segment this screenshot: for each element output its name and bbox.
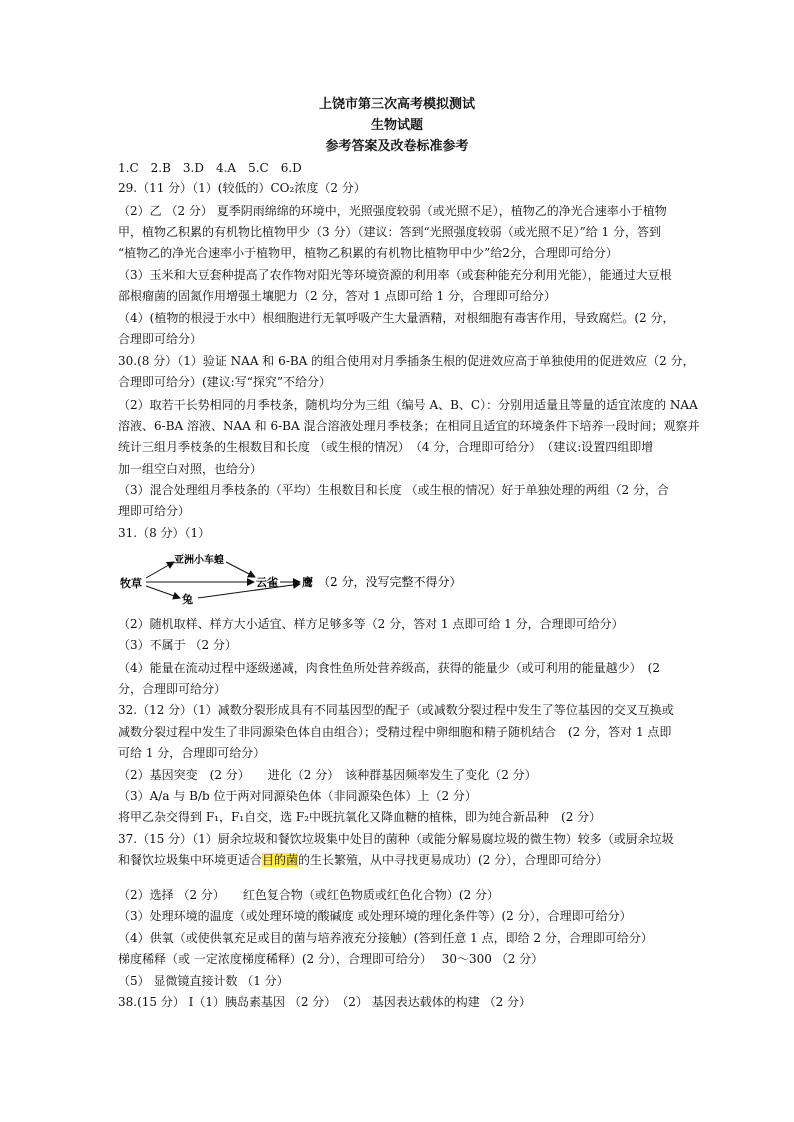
q31-line: 31.（8 分）（1） (118, 526, 211, 540)
q32-line: 32.（12 分）（1）减数分裂形成具有不同基因型的配子（或减数分裂过程中发生了等位基因的交叉互换或 (118, 703, 674, 717)
document-subject: 生物试题 (370, 118, 423, 133)
q29-line: 甲，植物乙积累的有机物比植物甲少（3 分）（建议：答到“光照强度较弱（或光照不足）”给 1 分，答到 (118, 225, 661, 239)
food-web-diagram (118, 552, 478, 606)
node-hawk: 鹰 (302, 576, 313, 589)
q30-line: 理即可给分） (118, 504, 191, 518)
q29-line: “植物乙的净光合速率小于植物甲，植物乙积累的有机物比植物甲中少”给2分，合理即可给分） (118, 246, 618, 260)
q37-line (118, 852, 608, 868)
q37-line: 37.（15 分）（1）厨余垃圾和餐饮垃圾集中处目的菌种（或能分解易腐垃圾的微生物）较多（或厨余垃圾 (118, 832, 674, 846)
q37-text-part: 的生长繁殖，从中寻找更易成功）(2 分），合理即可给分） (298, 853, 609, 867)
q32-line: （3）A/a 与 B/b 位于两对同源染色体（非同源染色体）上（2 分） (118, 789, 477, 803)
q29-line: 合理即可给分） (118, 332, 203, 346)
q37-line: （2）选择 （2 分） 红色复合物（或红色物质或红色化合物）(2 分） (118, 888, 500, 902)
q37-text-part: 和餐饮垃圾集中环境更适合 (118, 853, 263, 867)
highlighted-text: 目的菌 (262, 853, 299, 867)
q32-line: 减数分裂过程中发生了非同源染色体自由组合）；受精过程中卵细胞和精子随机结合 (2 分，答对 1 点即 (118, 725, 672, 739)
q30-line: 溶液、6-BA 溶液、NAA 和 6-BA 混合溶液处理月季枝条；在相同且适宜的环境条件下培养一段时间；观察并 (118, 419, 700, 433)
q29-line: 29.（11 分）（1）(较低的）CO₂浓度（2 分） (118, 181, 366, 195)
q30-line: 加一组空白对照，也给分） (118, 462, 263, 476)
q30-line: 统计三组月季枝条的生根数目和长度 （或生根的情况） （4 分，合理即可给分） （建议:设置四组即增 (118, 440, 654, 454)
mc-answers: 1.C 2.B 3.D 4.A 5.C 6.D (118, 161, 302, 175)
q37-line: （3）处理环境的温度（或处理环境的酸碱度 或处理环境的理化条件等）(2 分），合理即可给分） (118, 909, 632, 923)
q30-line: 合理即可给分）(建议:写“探究”不给分） (118, 375, 331, 389)
q32-line: 可给 1 分，合理即可给分） (118, 746, 266, 760)
q30-line: （2）取若干长势相同的月季枝条，随机均分为三组（编号 A、B、C）：分别用适量且等量的适宜浓度的 NAA (118, 398, 698, 412)
q37-line: （4）供氧（或使供氧充足或目的菌与培养液充分接触）(答到任意 1 点，即给 2 分，合理即可给分） (118, 931, 653, 945)
node-lark: 云雀 (256, 576, 278, 589)
node-grasshopper: 亚洲小车蝗 (174, 555, 224, 566)
food-web-note: （2 分，没写完整不得分） (318, 575, 462, 589)
q32-line: 将甲乙杂交得到 F₁，F₁自交，选 F₂中既抗氧化又降血糖的植株，即为纯合新品种 (2 分） (118, 810, 602, 824)
q31-line: （4）能量在流动过程中逐级递减，肉食性鱼所处营养级高，获得的能量少（或可利用的能量越少） (2 (118, 661, 660, 675)
q31-line: （3）不属于 （2 分） (118, 638, 237, 652)
q37-line: 梯度稀释（或 一定浓度梯度稀释）(2 分），合理即可给分） 30～300 （2 分） (118, 952, 544, 966)
q38-line: 38.(15 分） Ⅰ（1）胰岛素基因 （2 分） （2） 基因表达载体的构建 （2 分） (118, 995, 532, 1009)
q30-line: （3）混合处理组月季枝条的（平均）生根数目和长度 （或生根的情况）好于单独处理的两组（2 分，合 (118, 483, 669, 497)
q31-line: 分，合理即可给分） (118, 682, 227, 696)
node-grass: 牧草 (120, 577, 142, 590)
q29-line: （2）乙 （2 分） 夏季阴雨绵绵的环境中，光照强度较弱（或光照不足），植物乙的净光合速率小于植物 (118, 204, 667, 218)
arrow-grass-grasshopper (146, 562, 174, 578)
arrow-grasshopper-lark (226, 562, 255, 577)
q29-line: （4）(植物的根浸于水中）根细胞进行无氧呼吸产生大量酒精，对根细胞有毒害作用，导致腐烂。(2 分， (118, 311, 675, 325)
document-subtitle: 参考答案及改卷标准参考 (325, 139, 469, 154)
node-rabbit: 兔 (182, 593, 193, 606)
document-title: 上饶市第三次高考模拟测试 (318, 97, 475, 112)
q37-line: （5） 显微镜直接计数 （1 分） (118, 974, 289, 988)
arrow-rabbit-hawk (198, 584, 300, 598)
q29-line: （3）玉米和大豆套种提高了农作物对阳光等环境资源的利用率（或套种能充分利用光能），能通过大豆根 (118, 268, 672, 282)
q31-line: （2）随机取样、样方大小适宜、样方足够多等（2 分，答对 1 点即可给 1 分，合理即可给分） (118, 617, 624, 631)
q29-line: 部根瘤菌的固氮作用增强土壤肥力（2 分，答对 1 点即可给 1 分，合理即可给分） (118, 289, 556, 303)
arrow-grass-rabbit (146, 586, 180, 598)
q32-line: （2）基因突变 (2 分） 进化（2 分） 该种群基因频率发生了变化（2 分） (118, 768, 537, 782)
q30-line: 30.(8 分）（1）验证 NAA 和 6-BA 的组合使用对月季插条生根的促进效应高于单独使用的促进效应（2 分， (118, 354, 695, 368)
